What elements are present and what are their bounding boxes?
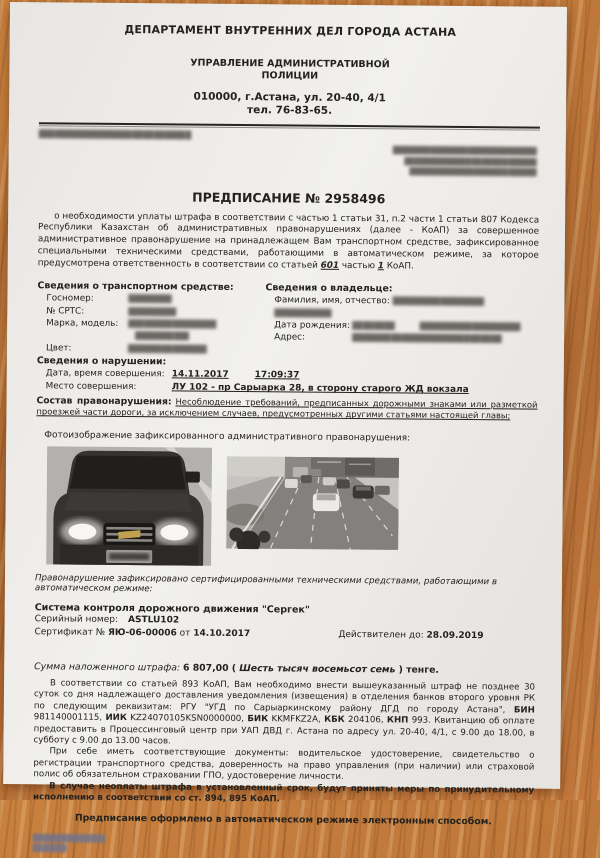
car — [337, 479, 350, 488]
row-label: Госномер: — [46, 293, 128, 306]
owner-row — [265, 332, 538, 347]
violation-time-value: 17:09:37 — [255, 370, 300, 380]
car — [323, 477, 335, 485]
recipient-line: ██████████████ ██████ █ ██████ — [39, 163, 536, 178]
recipient-line: ██ ███████████ █ ██ ██ ██ █ ██████ — [39, 153, 536, 168]
certified-note: Правонарушение зафиксировано сертифицированными техническими средствами, работающими в автоматическом режиме: — [35, 573, 536, 597]
violation-section-heading: Сведения о нарушении: — [37, 354, 538, 371]
row-value-redacted: █████████ — [128, 295, 170, 304]
serial-label: Серийный номер: — [35, 614, 118, 625]
car-mirror — [185, 472, 200, 483]
registration-number-redacted: ███ ████████████████ ██ ██ ██ ████ █ — [39, 129, 540, 143]
row-value-redacted: ███████████ ██████████ — [420, 322, 520, 332]
certificate-label: Сертификат № — [34, 628, 105, 639]
dark-car-roof — [356, 487, 371, 491]
valid-until — [338, 629, 483, 644]
car-windshield — [70, 456, 186, 490]
grille-bar — [106, 539, 152, 542]
car — [311, 469, 321, 476]
violation-place-value: ЛУ 102 - пр Сарыарка 28, в сторону старого ЖД вокзала — [172, 383, 469, 396]
valid-until-label: Действителен до: — [338, 630, 423, 641]
system-name: Система контроля дорожного движения "Сергек" — [35, 602, 536, 617]
row-value-redacted: ██ ██ ██ ██ — [352, 321, 394, 330]
car — [285, 479, 298, 488]
photo-evidence — [35, 445, 537, 569]
row-label: Марка, модель: — [46, 317, 128, 330]
row-label: Фамилия, имя, отчество: — [274, 295, 389, 308]
white-car-roof — [317, 494, 336, 500]
row-value-redacted: ████████ ██ █████████████ █ ██ ██ ██ — [352, 333, 501, 343]
building-windows — [349, 463, 371, 465]
intro-paragraph: о необходимости уплаты штрафа в соответствии с частью 1 статьи 31, п.2 части 1 статьи 807 Кодекса Республики Казахстан об административных правонарушениях (далее - КоАП) за совершенное административное правонарушение на принадлежащем Вам транспортном средстве, зафиксированное специальными техническими средствами, работающими в автоматическом режиме, за которое предусмотрена ответственность в соответствии со статьей 601 частью 1 КоАП. — [38, 211, 539, 274]
info-columns — [37, 280, 539, 359]
vehicle-section-heading: Сведения о транспортном средстве: — [37, 280, 265, 295]
vehicle-row — [37, 317, 265, 331]
street-photo — [226, 456, 399, 550]
document-title: ПРЕДПИСАНИЕ № 2958496 — [38, 188, 539, 207]
certificate-info — [34, 627, 250, 642]
row-value-redacted: ██████████ — [128, 307, 175, 316]
row-label: Место совершения: — [46, 381, 172, 396]
car-hood — [65, 492, 193, 511]
offense-composition-label: Состав правонарушения: — [36, 395, 171, 407]
row-label: № СРТС: — [46, 305, 128, 318]
signature-block-redacted — [33, 833, 534, 857]
certificate-date: 14.10.2017 — [193, 629, 250, 639]
recipient-line: ████████ ████████ ███████████████ — [39, 142, 536, 157]
building — [345, 457, 375, 475]
row-label: Адрес: — [274, 332, 352, 345]
building-windows — [317, 461, 341, 463]
offense-composition-text: Несоблюдение требований, предписанных дорожными знаками или разметкой проезжей части дороги, за исключением случаев, предусмотренных другими статьями настоящей главы; — [36, 396, 537, 420]
row-value-redacted: ███████ ██ ███████ — [128, 344, 206, 354]
car — [301, 475, 312, 483]
row-value-redacted: ██████████ █████████ ████████████ — [274, 297, 483, 318]
grille-bar — [106, 527, 152, 530]
division-line1: УПРАВЛЕНИЕ АДМИНИСТРАТИВНОЙ — [39, 56, 540, 72]
owner-row — [265, 295, 538, 322]
row-value-redacted: ███ ██████ █████████ — [128, 319, 215, 329]
fine-amount: Сумма наложенного штрафа: 6 807,00 ( Шесть тысяч восемьсот семь ) тенге. — [34, 661, 535, 676]
row-label: Дата рождения: — [274, 319, 352, 332]
nonpayment-warning: В случае неоплаты штрафа в установленный срок, будут приняты меры по принудительному исполнению в соответствии со ст. 894, 895 КоАП. — [33, 781, 534, 808]
document-page — [3, 2, 567, 789]
recipient-block-redacted — [39, 142, 540, 178]
division-line2: ПОЛИЦИИ — [39, 68, 540, 84]
automatic-issue-note: Предписание оформлено в автоматическом режиме электронным способом. — [33, 813, 534, 828]
parked-car — [375, 486, 390, 495]
payment-instructions: В соответствии со статьей 893 КоАП, Вам необходимо внести вышеуказанный штраф не позднее 30 суток со дня надлежащего доставления уведомления (извещения) в отделения банков второго уровня РК по следующим реквизитам: РГУ "УГД по Сарыаркинскому району ДГД по городу Астана", БИН 981140001115, ИИК KZ24070105KSN0000000, БИК KKMFKZ2A, КБК 204106, КНП 993. Квитанцию об оплате предоставить в Процессинговый центр при УАП ДВД г. Астана по адресу ул. 20-40, 4/1, с 9.00 до 18.00, в субботу с 9.00 до 13.00 часов. — [34, 678, 536, 751]
division-name — [39, 56, 540, 84]
owner-section-heading: Сведения о владельце: — [265, 282, 538, 297]
valid-until-value: 28.09.2019 — [427, 631, 484, 641]
foreground-silhouette — [229, 527, 243, 541]
photo-caption: Фотоизображение зафиксированного административного правонарушения: — [36, 430, 537, 444]
org-name: ДЕПАРТАМЕНТ ВНУТРЕННИХ ДЕЛ ГОРОДА АСТАНА — [40, 22, 541, 39]
signature-line-redacted: ██ ██ ███ — [33, 843, 534, 857]
offense-composition — [36, 395, 537, 422]
certificate-from: от — [180, 629, 191, 639]
postal-address: 010000, г.Астана, ул. 20-40, 4/1 — [39, 89, 540, 106]
distant-road — [227, 456, 287, 477]
vehicle-section — [37, 280, 266, 356]
license-plate-redacted — [109, 553, 149, 560]
vehicle-photo — [46, 445, 212, 566]
row-label: Цвет: — [46, 342, 128, 355]
violation-date-value: 14.11.2017 — [172, 369, 229, 379]
row-label: Дата, время совершения: — [46, 367, 172, 382]
row-value-redacted: ████████ ███ — [135, 331, 188, 340]
foreground-silhouette — [258, 531, 270, 543]
serial-value: ASTLU102 — [128, 615, 179, 625]
signature-line-redacted: ███████████████ █ — [33, 833, 534, 847]
certificate-number: ЯЮ-06-00006 — [108, 628, 177, 639]
owner-section — [265, 282, 539, 359]
phone-number: тел. 76-83-65. — [39, 102, 540, 119]
required-documents: При себе иметь соответствующие документы: водительское удостоверение, свидетельство о регистрации транспортного средства, доверенность на право управления (при наличии) или страховой полис об обязательном страховании ГПО, удостоверение личности. — [33, 747, 534, 786]
